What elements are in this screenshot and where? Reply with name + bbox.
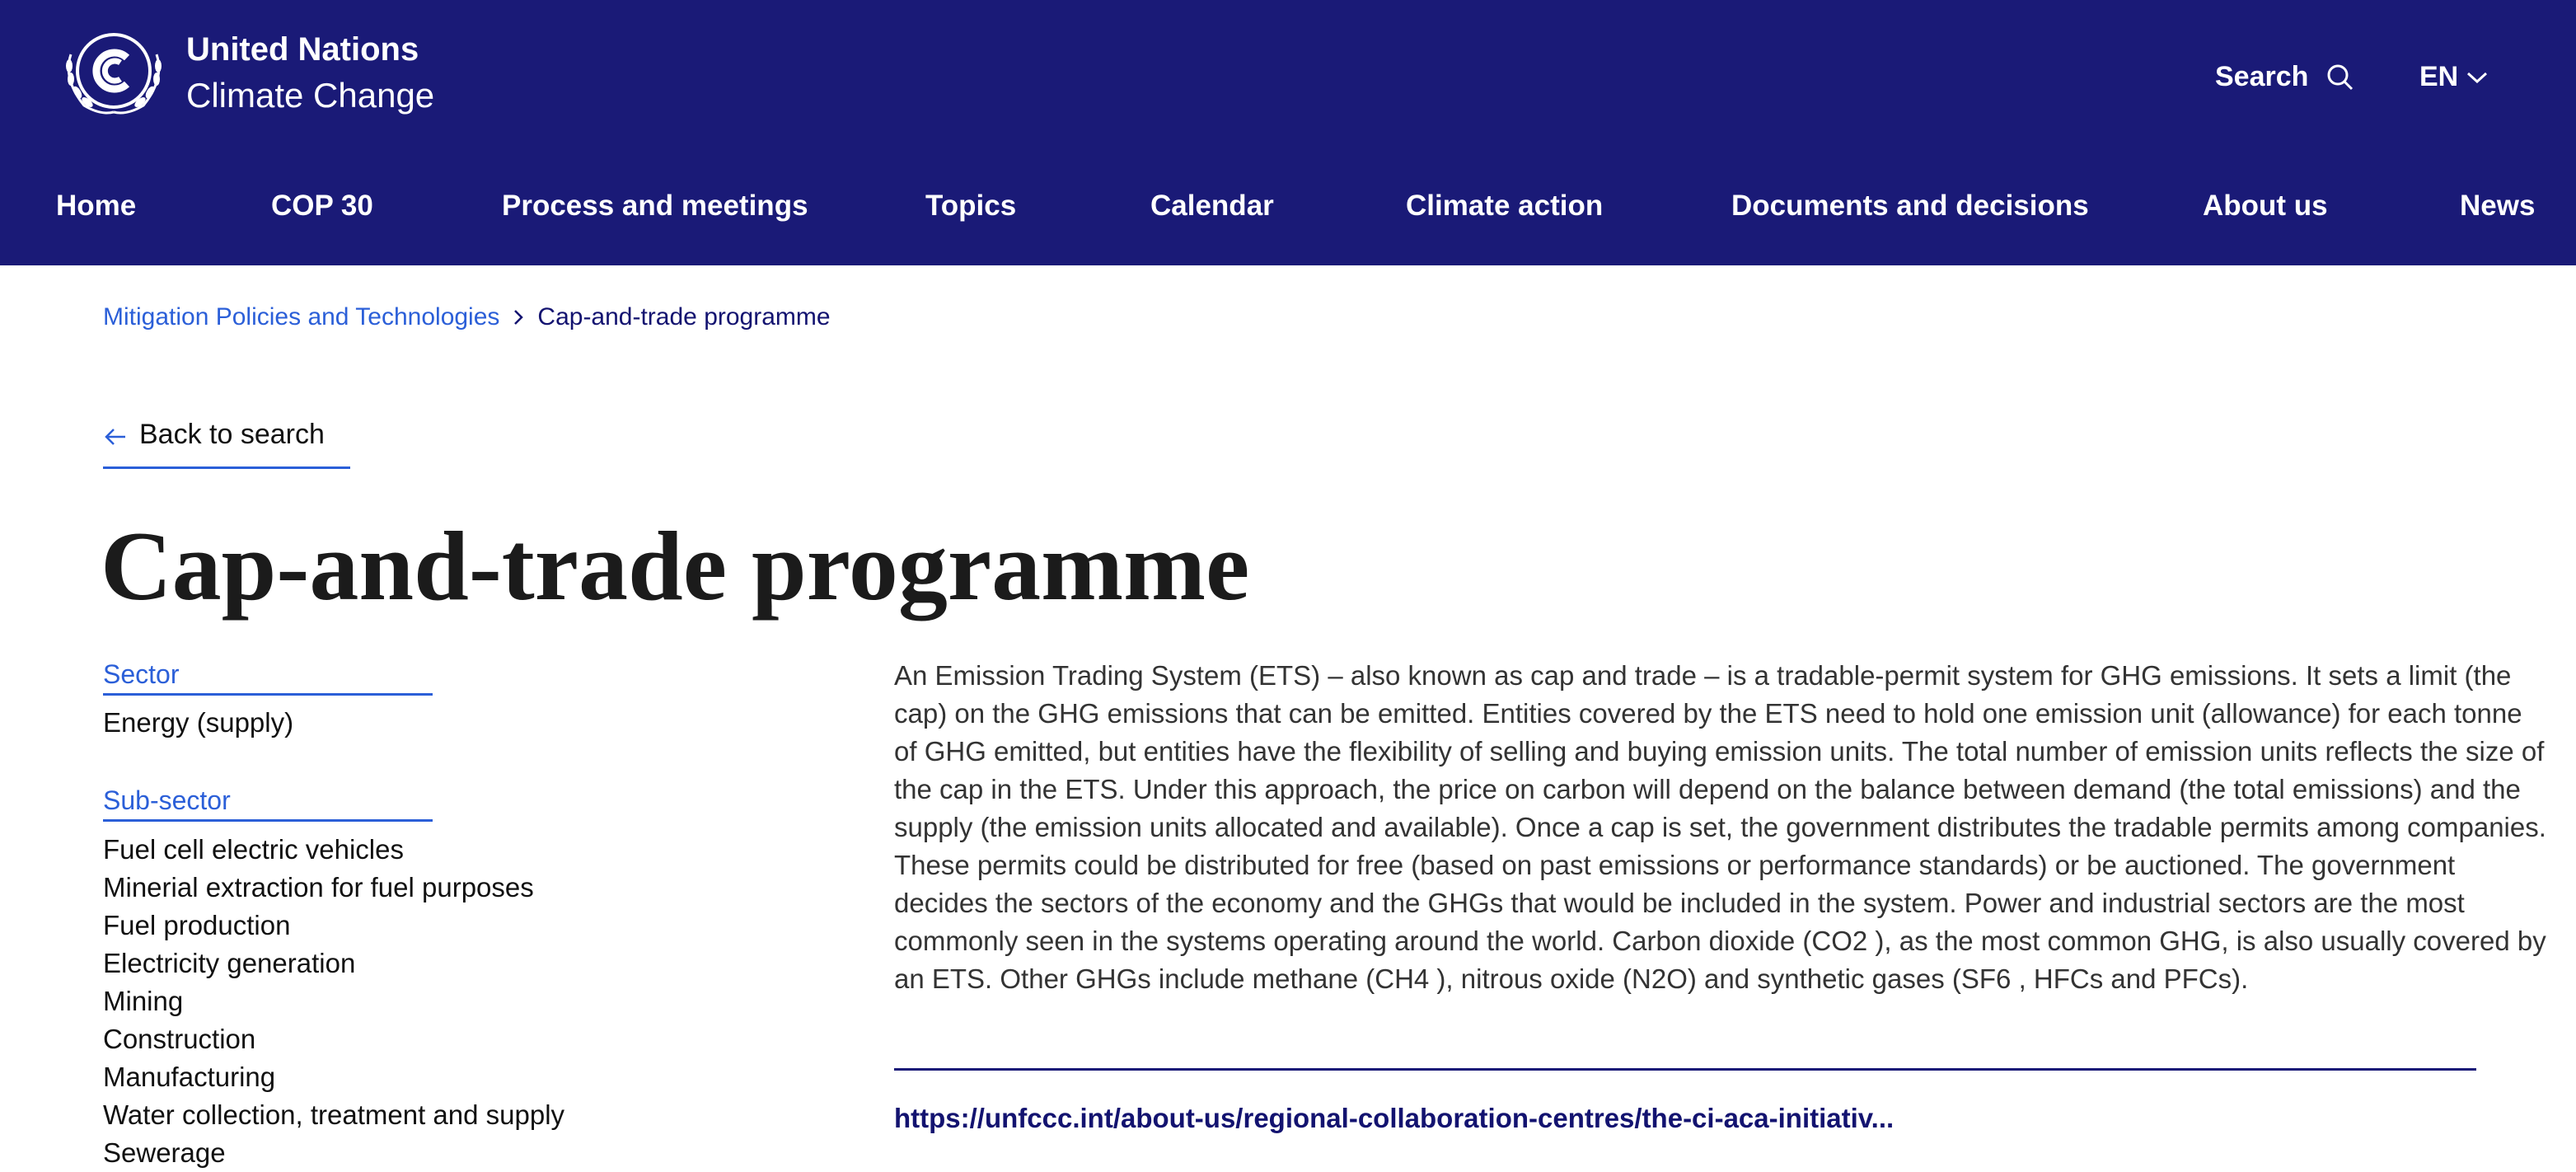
un-climate-change-logo-icon[interactable] [59,30,168,119]
site-header [0,0,2576,265]
brand-name[interactable]: United Nations [186,31,419,68]
subsector-item: Manufacturing [103,1062,276,1092]
subsector-item: Fuel cell electric vehicles [103,834,404,865]
brand-subtitle[interactable]: Climate Change [186,76,435,115]
external-link[interactable]: https://unfccc.int/about-us/regional-collaboration-centres/the-ci-aca-initiativ... [894,1103,1895,1133]
nav-topics[interactable]: Topics [925,190,1017,222]
nav-climate-action[interactable]: Climate action [1406,190,1604,222]
nav-calendar[interactable]: Calendar [1150,190,1274,222]
subsector-item: Minerial extraction for fuel purposes [103,872,534,902]
nav-news[interactable]: News [2460,190,2536,222]
subsector-item: Fuel production [103,910,291,940]
subsector-label: Sub-sector [103,785,433,822]
nav-home[interactable]: Home [56,190,137,222]
subsector-item: Construction [103,1024,256,1054]
breadcrumb [103,303,831,331]
subsector-list [103,831,564,1172]
search-icon [2326,63,2354,91]
content-divider [894,1068,2476,1071]
nav-process-and-meetings[interactable]: Process and meetings [502,190,808,222]
arrow-left-icon [103,419,128,452]
search-label: Search [2215,61,2309,92]
page-title: Cap-and-trade programme [101,511,1250,621]
subsector-item: Mining [103,986,184,1016]
main-navigation [0,190,2576,227]
chevron-down-icon [2466,70,2488,85]
breadcrumb-parent-link[interactable]: Mitigation Policies and Technologies [103,303,500,331]
description-text: An Emission Trading System (ETS) – also known as cap and trade – is a tradable-permit system for GHG emissions. It sets a limit (the cap) on the GHG emissions that can be emitted. Entities covered by the ETS need to hold one emission unit (allowance) for each tonne of GHG emitted, but entities have the flexibility of selling and buying emission units. The total number of emission units reflects the size of the cap in the ETS. Under this approach, the price on carbon will depend on the balance between demand (the total emissions) and the supply (the emission units allocated and available). Once a cap is set, the government distributes the tradable permits among companies. These permits could be distributed for free (based on past emissions or performance standards) or be auctioned. The government decides the sectors of the economy and the GHGs that would be included in the system. Power and industrial sectors are the most commonly seen in the systems operating around the world. Carbon dioxide (CO2 ), as the most common GHG, is also usually covered by an ETS. Other GHGs include methane (CH4 ), nitrous oxide (N2O) and synthetic gases (SF6 , HFCs and PFCs). [894,660,2546,994]
language-selector[interactable] [2419,61,2488,93]
subsector-item: Sewerage [103,1137,226,1168]
language-label: EN [2419,61,2459,92]
subsector-item: Water collection, treatment and supply [103,1099,565,1130]
breadcrumb-current: Cap-and-trade programme [537,303,831,331]
sector-label: Sector [103,659,433,696]
sector-value: Energy (supply) [103,707,294,738]
back-to-search-label: Back to search [139,419,325,450]
nav-cop30[interactable]: COP 30 [271,190,373,222]
search-button[interactable] [2215,61,2354,93]
nav-documents-and-decisions[interactable]: Documents and decisions [1731,190,2089,222]
back-to-search-link[interactable] [103,419,350,469]
subsector-item: Electricity generation [103,948,356,978]
nav-about-us[interactable]: About us [2203,190,2328,222]
chevron-right-icon [513,308,524,326]
